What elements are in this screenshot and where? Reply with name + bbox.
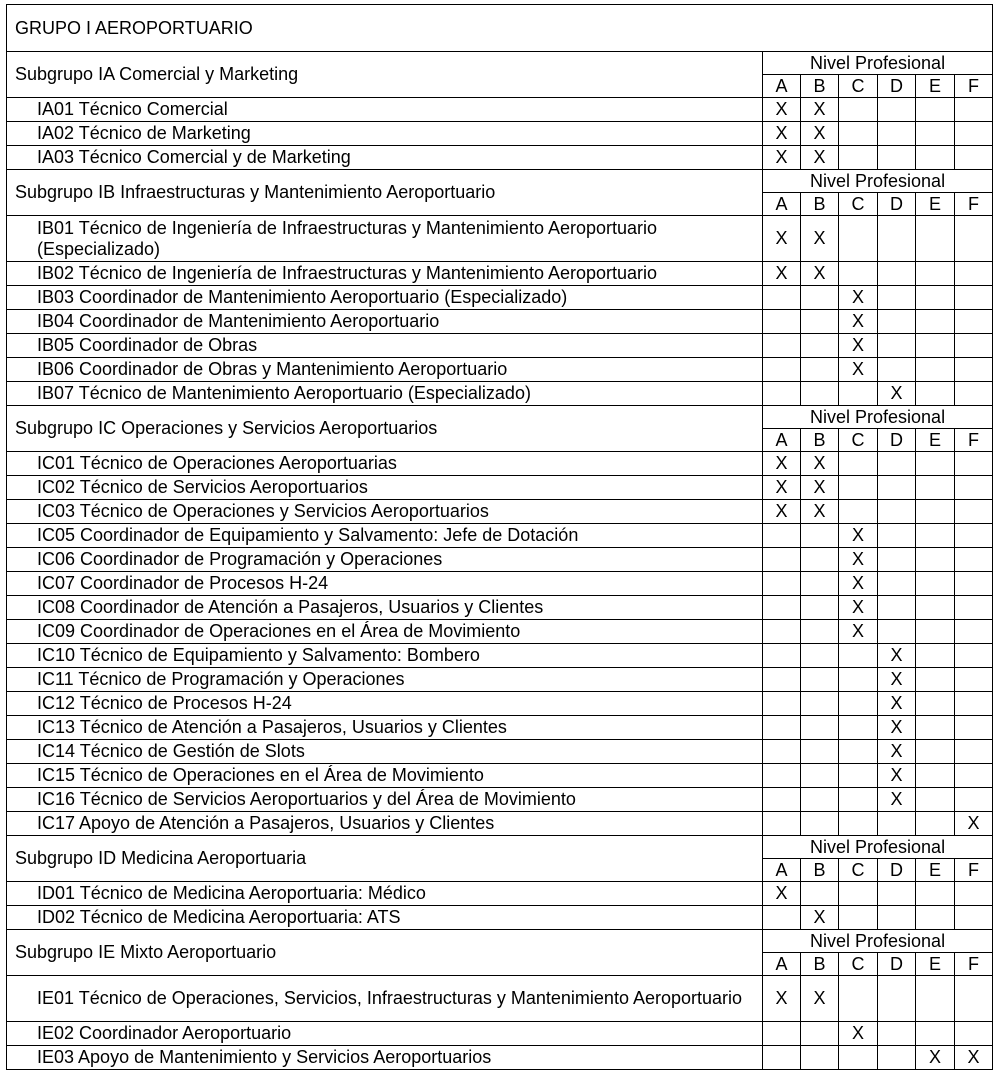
job-title: IB04 Coordinador de Mantenimiento Aeroportuario [7,310,763,334]
level-cell-empty [839,976,878,1022]
level-cell-empty [955,692,993,716]
level-cell-empty [955,452,993,476]
level-cell-empty [916,620,955,644]
level-mark: X [955,812,993,836]
level-mark: X [763,452,801,476]
table-row [7,262,993,286]
level-letter-b: B [801,953,839,976]
level-mark: X [839,286,878,310]
level-letter-f: F [955,193,993,216]
level-cell-empty [916,216,955,262]
level-mark: X [801,262,839,286]
table-row [7,476,993,500]
level-cell-empty [878,358,916,382]
table-row [7,668,993,692]
level-letter-a: A [763,953,801,976]
level-cell-empty [916,716,955,740]
level-cell-empty [955,976,993,1022]
level-letter-a: A [763,75,801,98]
level-mark: X [763,98,801,122]
level-header: Nivel Profesional [763,836,993,859]
level-cell-empty [763,1022,801,1046]
level-mark: X [801,146,839,170]
level-cell-empty [763,764,801,788]
level-cell-empty [916,122,955,146]
level-cell-empty [801,692,839,716]
level-cell-empty [916,572,955,596]
level-cell-empty [763,334,801,358]
subgroup-header-row [7,52,993,75]
level-cell-empty [839,122,878,146]
level-letter-e: E [916,193,955,216]
level-cell-empty [916,1022,955,1046]
level-letter-e: E [916,859,955,882]
level-cell-empty [763,548,801,572]
level-cell-empty [878,262,916,286]
level-mark: X [801,216,839,262]
level-cell-empty [916,310,955,334]
table-row [7,740,993,764]
level-header: Nivel Profesional [763,52,993,75]
level-cell-empty [955,644,993,668]
job-title: IC11 Técnico de Programación y Operaciones [7,668,763,692]
level-cell-empty [916,644,955,668]
level-cell-empty [839,1046,878,1070]
level-cell-empty [839,146,878,170]
job-title: IC17 Apoyo de Atención a Pasajeros, Usuarios y Clientes [7,812,763,836]
level-cell-empty [955,788,993,812]
level-cell-empty [916,692,955,716]
level-cell-empty [839,382,878,406]
level-cell-empty [916,500,955,524]
level-mark: X [839,620,878,644]
level-letter-d: D [878,429,916,452]
level-letter-e: E [916,429,955,452]
level-mark: X [878,788,916,812]
table-row [7,692,993,716]
level-cell-empty [763,692,801,716]
level-cell-empty [801,548,839,572]
level-mark: X [878,644,916,668]
level-cell-empty [916,906,955,930]
level-letter-e: E [916,953,955,976]
level-cell-empty [801,596,839,620]
level-cell-empty [916,976,955,1022]
level-letter-d: D [878,953,916,976]
job-title: IC07 Coordinador de Procesos H-24 [7,572,763,596]
level-cell-empty [955,122,993,146]
level-cell-empty [955,146,993,170]
level-cell-empty [801,572,839,596]
table-row [7,1046,993,1070]
level-mark: X [878,692,916,716]
level-cell-empty [801,334,839,358]
level-letter-c: C [839,75,878,98]
level-cell-empty [955,262,993,286]
level-letter-f: F [955,859,993,882]
level-cell-empty [916,812,955,836]
level-cell-empty [955,740,993,764]
level-cell-empty [916,262,955,286]
level-cell-empty [916,882,955,906]
subgroup-header-row [7,406,993,429]
job-title: IB01 Técnico de Ingeniería de Infraestructuras y Mantenimiento Aeroportuario (Especializado) [7,216,763,262]
level-cell-empty [839,716,878,740]
job-title: IC09 Coordinador de Operaciones en el Área de Movimiento [7,620,763,644]
level-header: Nivel Profesional [763,930,993,953]
level-cell-empty [878,596,916,620]
job-title: IE03 Apoyo de Mantenimiento y Servicios Aeroportuarios [7,1046,763,1070]
job-title: IC08 Coordinador de Atención a Pasajeros, Usuarios y Clientes [7,596,763,620]
level-mark: X [763,976,801,1022]
level-mark: X [878,382,916,406]
level-cell-empty [763,1046,801,1070]
level-letter-b: B [801,75,839,98]
level-header: Nivel Profesional [763,406,993,429]
level-mark: X [801,500,839,524]
level-mark: X [916,1046,955,1070]
level-mark: X [801,98,839,122]
table-row [7,382,993,406]
level-letter-c: C [839,429,878,452]
level-cell-empty [878,122,916,146]
level-cell-empty [763,572,801,596]
level-cell-empty [955,596,993,620]
level-mark: X [878,740,916,764]
level-cell-empty [955,1022,993,1046]
level-cell-empty [878,500,916,524]
level-cell-empty [801,358,839,382]
level-cell-empty [878,882,916,906]
level-cell-empty [916,334,955,358]
level-cell-empty [878,146,916,170]
group-title-row [7,5,993,52]
level-cell-empty [801,524,839,548]
level-cell-empty [839,262,878,286]
level-cell-empty [955,668,993,692]
level-mark: X [839,596,878,620]
level-letter-b: B [801,859,839,882]
table-row [7,500,993,524]
subgroup-header-row [7,930,993,953]
level-cell-empty [878,1046,916,1070]
job-title: IC16 Técnico de Servicios Aeroportuarios y del Área de Movimiento [7,788,763,812]
level-cell-empty [763,310,801,334]
job-title: IE01 Técnico de Operaciones, Servicios, Infraestructuras y Mantenimiento Aeroportuario [7,976,763,1022]
level-cell-empty [839,98,878,122]
level-mark: X [801,906,839,930]
level-mark: X [878,668,916,692]
level-letter-f: F [955,75,993,98]
table-row [7,334,993,358]
level-cell-empty [878,98,916,122]
job-title: IB05 Coordinador de Obras [7,334,763,358]
level-letter-d: D [878,193,916,216]
level-cell-empty [878,334,916,358]
level-cell-empty [763,644,801,668]
level-letter-e: E [916,75,955,98]
level-cell-empty [955,548,993,572]
table-row [7,548,993,572]
level-cell-empty [878,620,916,644]
level-letter-f: F [955,953,993,976]
level-cell-empty [955,98,993,122]
level-cell-empty [839,668,878,692]
job-title: IC01 Técnico de Operaciones Aeroportuarias [7,452,763,476]
job-title: IC12 Técnico de Procesos H-24 [7,692,763,716]
level-cell-empty [955,524,993,548]
level-cell-empty [916,668,955,692]
level-cell-empty [955,620,993,644]
level-cell-empty [763,716,801,740]
level-mark: X [839,524,878,548]
level-cell-empty [955,310,993,334]
table-row [7,620,993,644]
level-mark: X [763,262,801,286]
level-cell-empty [801,620,839,644]
job-title: IB03 Coordinador de Mantenimiento Aeroportuario (Especializado) [7,286,763,310]
level-header: Nivel Profesional [763,170,993,193]
job-title: IC15 Técnico de Operaciones en el Área de Movimiento [7,764,763,788]
level-cell-empty [763,358,801,382]
level-cell-empty [839,882,878,906]
level-mark: X [801,976,839,1022]
level-letter-c: C [839,193,878,216]
level-cell-empty [839,476,878,500]
level-mark: X [801,476,839,500]
level-letter-d: D [878,859,916,882]
level-letter-a: A [763,193,801,216]
level-cell-empty [916,358,955,382]
level-cell-empty [839,812,878,836]
level-mark: X [763,122,801,146]
level-cell-empty [955,500,993,524]
level-cell-empty [878,310,916,334]
level-letter-d: D [878,75,916,98]
level-mark: X [763,882,801,906]
level-cell-empty [839,740,878,764]
level-cell-empty [955,358,993,382]
level-mark: X [839,334,878,358]
job-title: IA03 Técnico Comercial y de Marketing [7,146,763,170]
level-mark: X [839,358,878,382]
level-cell-empty [955,882,993,906]
level-mark: X [801,452,839,476]
job-title: IC05 Coordinador de Equipamiento y Salvamento: Jefe de Dotación [7,524,763,548]
level-letter-c: C [839,953,878,976]
level-cell-empty [801,668,839,692]
level-cell-empty [955,476,993,500]
level-cell-empty [955,572,993,596]
job-title: ID01 Técnico de Medicina Aeroportuaria: Médico [7,882,763,906]
job-title: IE02 Coordinador Aeroportuario [7,1022,763,1046]
table-row [7,358,993,382]
level-cell-empty [801,812,839,836]
level-cell-empty [916,764,955,788]
level-cell-empty [801,788,839,812]
job-title: ID02 Técnico de Medicina Aeroportuaria: ATS [7,906,763,930]
level-cell-empty [839,764,878,788]
level-cell-empty [916,146,955,170]
subgroup-header-row [7,170,993,193]
table-row [7,146,993,170]
level-cell-empty [878,286,916,310]
level-cell-empty [763,620,801,644]
job-title: IB07 Técnico de Mantenimiento Aeroportuario (Especializado) [7,382,763,406]
level-letter-c: C [839,859,878,882]
level-mark: X [763,146,801,170]
level-cell-empty [916,98,955,122]
level-cell-empty [878,812,916,836]
level-cell-empty [916,286,955,310]
level-mark: X [839,310,878,334]
level-cell-empty [801,644,839,668]
level-letter-b: B [801,429,839,452]
level-cell-empty [801,310,839,334]
level-cell-empty [955,382,993,406]
table-row [7,524,993,548]
level-cell-empty [801,1046,839,1070]
level-cell-empty [916,524,955,548]
job-title: IC02 Técnico de Servicios Aeroportuarios [7,476,763,500]
level-mark: X [955,1046,993,1070]
level-cell-empty [839,906,878,930]
level-cell-empty [801,764,839,788]
level-cell-empty [801,286,839,310]
level-cell-empty [955,216,993,262]
level-cell-empty [916,596,955,620]
level-cell-empty [878,476,916,500]
level-cell-empty [878,1022,916,1046]
level-cell-empty [878,976,916,1022]
job-title: IB02 Técnico de Ingeniería de Infraestructuras y Mantenimiento Aeroportuario [7,262,763,286]
table-row [7,572,993,596]
level-cell-empty [763,668,801,692]
level-mark: X [763,216,801,262]
level-cell-empty [916,788,955,812]
job-title: IA01 Técnico Comercial [7,98,763,122]
level-letter-f: F [955,429,993,452]
level-cell-empty [763,740,801,764]
table-row [7,286,993,310]
table-row [7,906,993,930]
level-letter-a: A [763,859,801,882]
level-cell-empty [763,596,801,620]
level-cell-empty [763,286,801,310]
table-row [7,216,993,262]
level-letter-a: A [763,429,801,452]
level-cell-empty [801,740,839,764]
level-cell-empty [955,334,993,358]
table-row [7,452,993,476]
level-cell-empty [916,740,955,764]
level-cell-empty [878,906,916,930]
subgroup-title: Subgrupo IB Infraestructuras y Mantenimiento Aeroportuario [7,170,763,216]
level-cell-empty [955,716,993,740]
table-row [7,596,993,620]
level-mark: X [839,548,878,572]
table-row [7,310,993,334]
table-row [7,1022,993,1046]
level-cell-empty [839,692,878,716]
level-cell-empty [763,788,801,812]
table-row [7,788,993,812]
job-title: IC14 Técnico de Gestión de Slots [7,740,763,764]
level-mark: X [839,572,878,596]
level-mark: X [763,500,801,524]
level-cell-empty [878,524,916,548]
level-cell-empty [878,216,916,262]
group-title: GRUPO I AEROPORTUARIO [7,5,993,52]
job-title: IB06 Coordinador de Obras y Mantenimiento Aeroportuario [7,358,763,382]
level-cell-empty [878,572,916,596]
level-cell-empty [801,716,839,740]
level-cell-empty [878,548,916,572]
level-cell-empty [839,452,878,476]
level-cell-empty [801,882,839,906]
table-row [7,976,993,1022]
level-mark: X [878,764,916,788]
level-cell-empty [955,764,993,788]
level-cell-empty [916,476,955,500]
level-mark: X [763,476,801,500]
subgroup-title: Subgrupo ID Medicina Aeroportuaria [7,836,763,882]
level-mark: X [878,716,916,740]
level-cell-empty [801,1022,839,1046]
classification-document [6,4,992,1070]
level-cell-empty [955,906,993,930]
level-letter-b: B [801,193,839,216]
level-cell-empty [763,812,801,836]
level-cell-empty [839,500,878,524]
level-cell-empty [916,382,955,406]
level-cell-empty [916,548,955,572]
table-row [7,98,993,122]
table-row [7,716,993,740]
job-title: IA02 Técnico de Marketing [7,122,763,146]
level-cell-empty [763,382,801,406]
table-row [7,882,993,906]
job-title: IC03 Técnico de Operaciones y Servicios Aeroportuarios [7,500,763,524]
level-cell-empty [878,452,916,476]
level-cell-empty [839,788,878,812]
job-title: IC10 Técnico de Equipamiento y Salvamento: Bombero [7,644,763,668]
subgroup-title: Subgrupo IE Mixto Aeroportuario [7,930,763,976]
subgroup-title: Subgrupo IC Operaciones y Servicios Aeroportuarios [7,406,763,452]
subgroup-header-row [7,836,993,859]
table-row [7,122,993,146]
job-title: IC06 Coordinador de Programación y Operaciones [7,548,763,572]
table-row [7,764,993,788]
level-cell-empty [763,906,801,930]
level-cell-empty [955,286,993,310]
level-mark: X [839,1022,878,1046]
job-title: IC13 Técnico de Atención a Pasajeros, Usuarios y Clientes [7,716,763,740]
level-cell-empty [839,644,878,668]
level-cell-empty [801,382,839,406]
level-cell-empty [763,524,801,548]
classification-table [6,4,993,1070]
table-row [7,812,993,836]
level-mark: X [801,122,839,146]
table-row [7,644,993,668]
level-cell-empty [916,452,955,476]
subgroup-title: Subgrupo IA Comercial y Marketing [7,52,763,98]
level-cell-empty [839,216,878,262]
